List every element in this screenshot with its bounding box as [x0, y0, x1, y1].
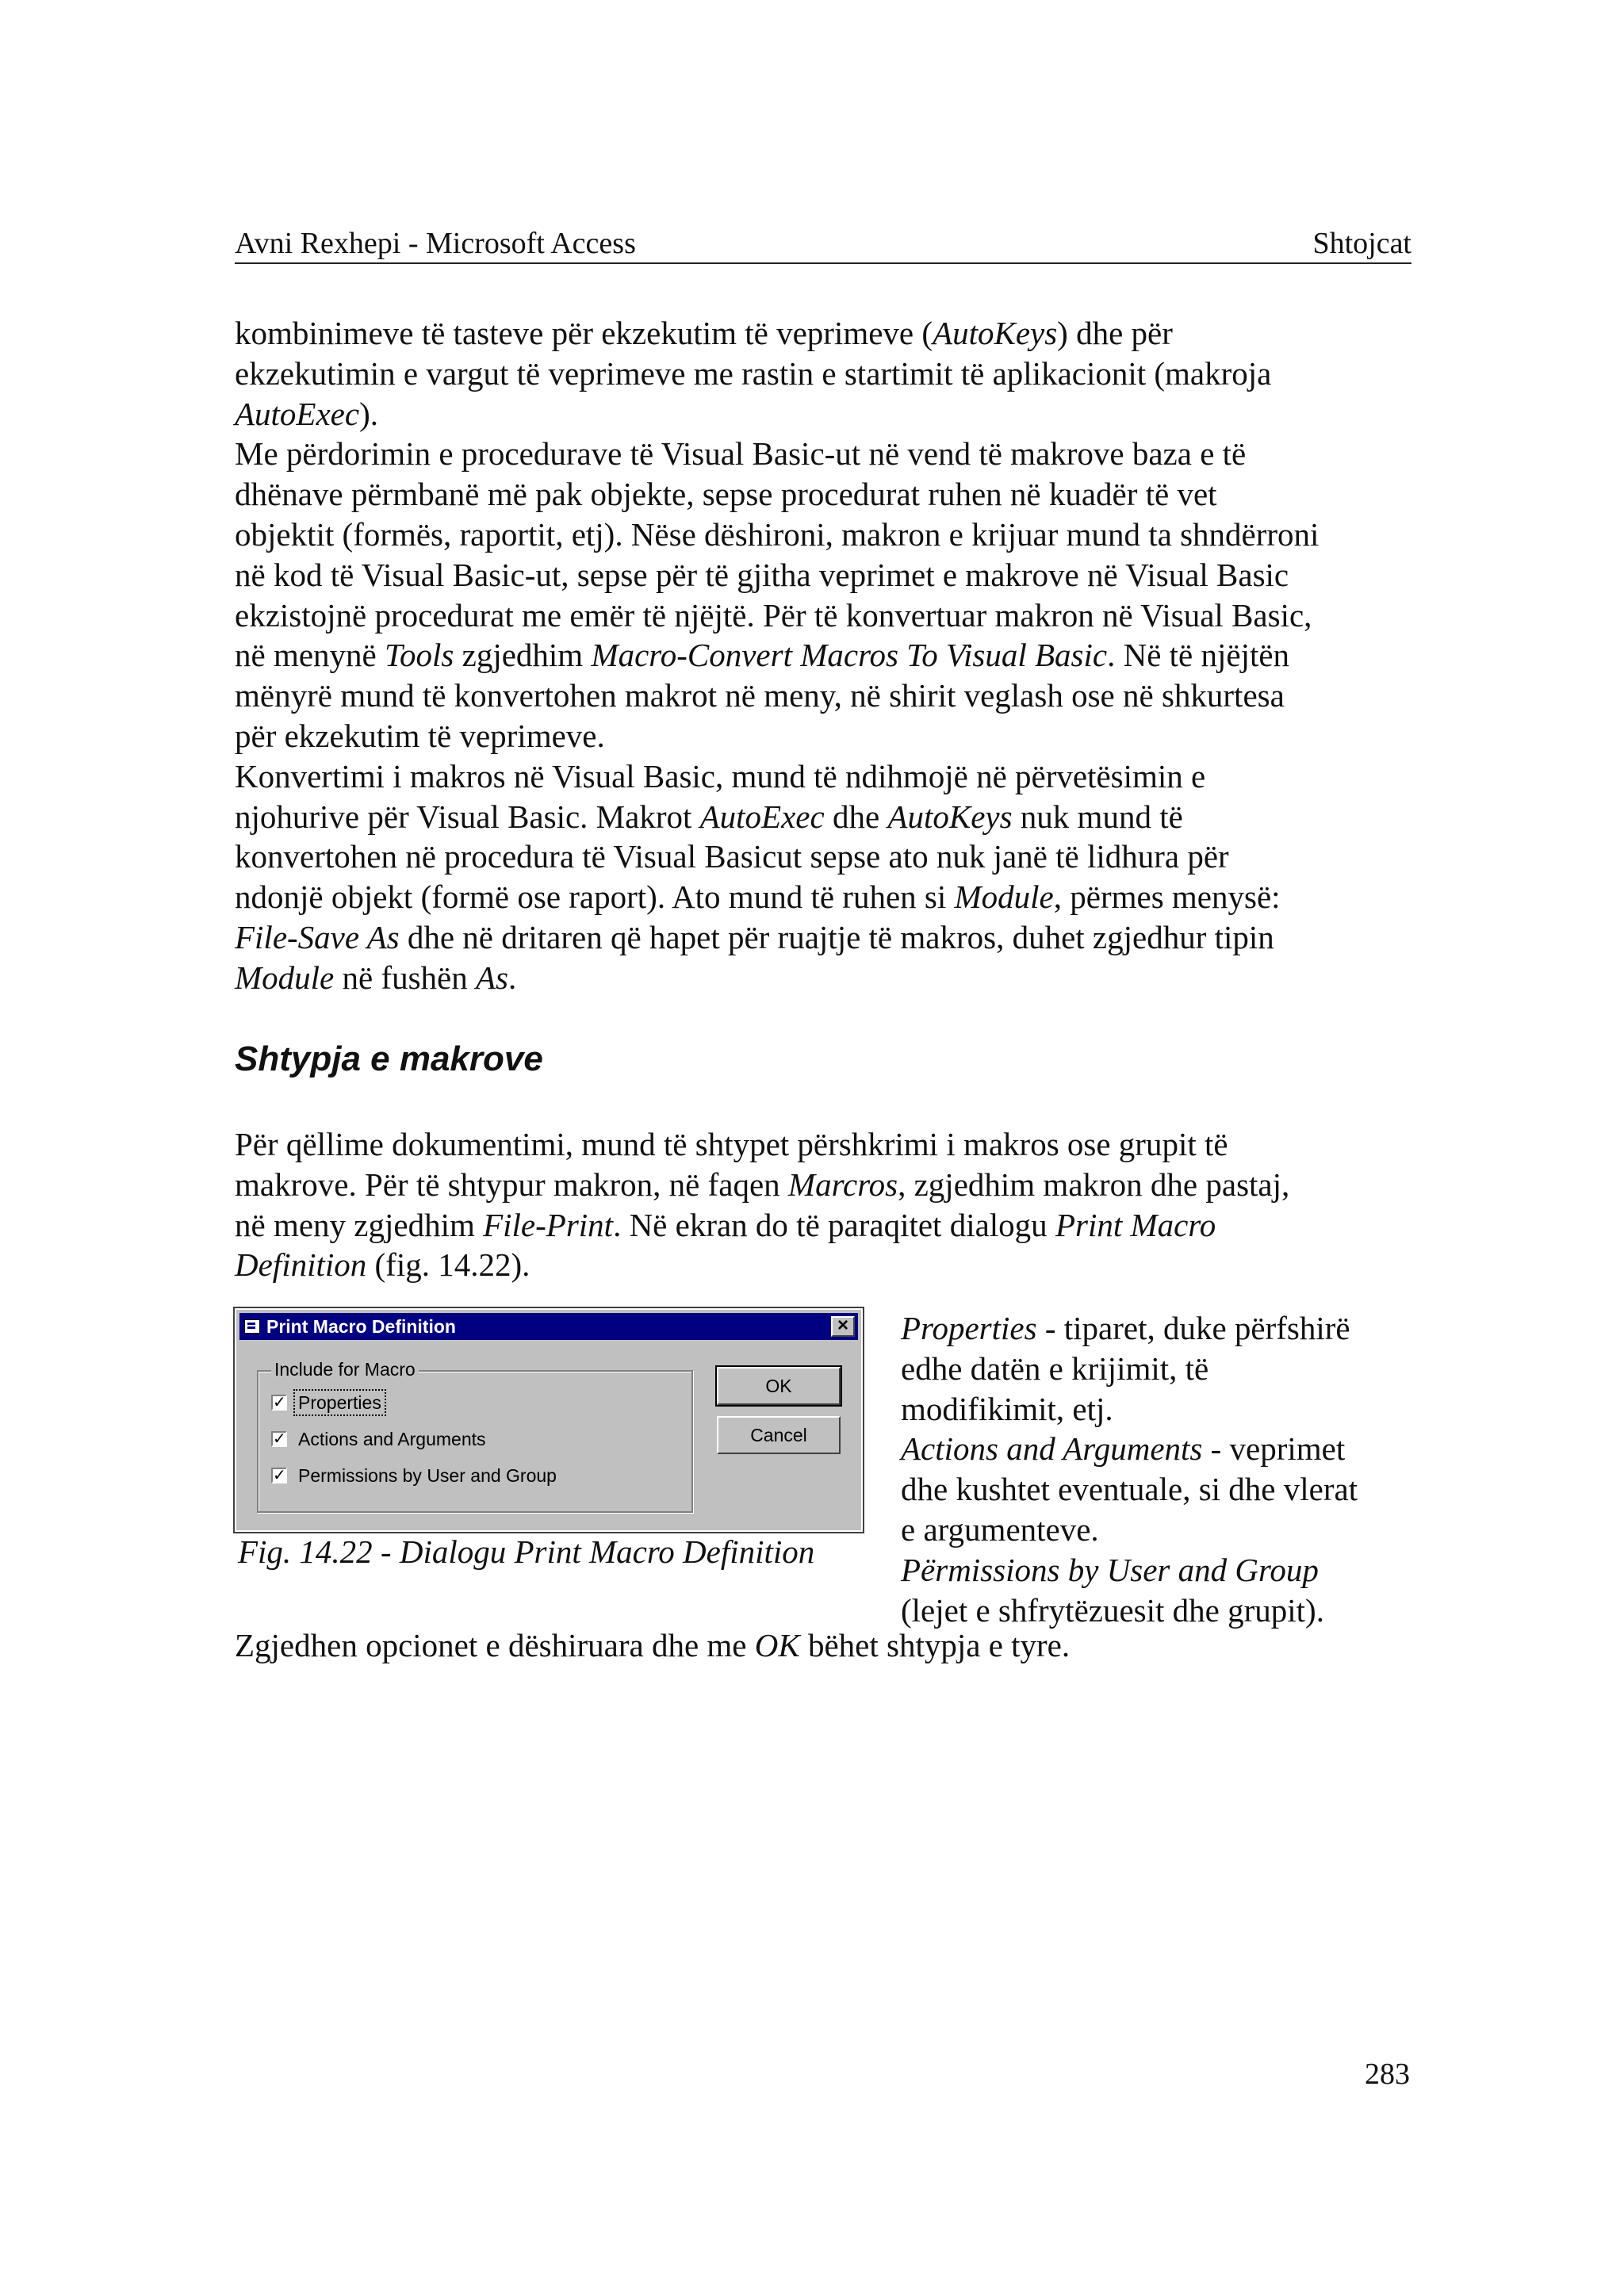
- ok-button[interactable]: OK: [717, 1367, 841, 1405]
- italic-text: Marcros: [787, 1166, 898, 1203]
- text-segment: dhe: [824, 798, 888, 835]
- text-segment: objektit (formës, raportit, etj). Nëse dëshironi, makron e krijuar mund ta shndërroni: [235, 515, 1320, 553]
- text-segment: dhe kushtet eventuale, si dhe vlerat: [901, 1471, 1358, 1508]
- text-line: [235, 917, 1424, 958]
- include-for-macro-group: [257, 1359, 693, 1513]
- text-line: [901, 1389, 1424, 1430]
- text-segment: kombinimeve të tasteve për ekzekutim të veprimeve (: [235, 315, 933, 351]
- text-segment: në menynë: [235, 637, 385, 674]
- text-segment: modifikimit, etj.: [901, 1390, 1113, 1427]
- italic-text: Properties: [901, 1310, 1037, 1346]
- italic-text: As: [476, 959, 509, 996]
- text-line: [235, 474, 1424, 515]
- text-segment: - veprimet: [1202, 1430, 1346, 1468]
- page-number: 283: [1365, 2058, 1410, 2091]
- text-segment: Konvertimi i makros në Visual Basic, mund të ndihmojë në përvetësimin e: [235, 757, 1206, 794]
- italic-text: Print Macro: [1055, 1206, 1216, 1243]
- italic-text: Module: [235, 959, 335, 996]
- italic-text: OK: [754, 1627, 800, 1663]
- header-author-title: Avni Rexhepi - Microsoft Access: [235, 227, 636, 260]
- italic-text: Actions and Arguments: [901, 1430, 1203, 1468]
- text-segment: - tiparet, duke përfshirë: [1036, 1310, 1350, 1346]
- text-segment: ndonjë objekt (formë ose raport). Ato mund të ruhen si: [235, 879, 955, 916]
- close-button[interactable]: ×: [831, 1316, 855, 1337]
- text-segment: zgjedhim: [454, 637, 592, 674]
- text-segment: nuk mund të: [1012, 798, 1183, 835]
- text-segment: Me përdorimin e procedurave të Visual Basic-ut në vend të makrove baza e të: [235, 435, 1247, 473]
- text-segment: (fig. 14.22).: [366, 1246, 530, 1284]
- text-line: [235, 1625, 1424, 1666]
- checkbox-checked-icon[interactable]: ✓: [273, 1467, 286, 1484]
- text-segment: Për qëllime dokumentimi, mund të shtypet përshkrimi i makros ose grupit të: [235, 1126, 1228, 1162]
- dialog-title: Print Macro Definition: [266, 1316, 456, 1337]
- italic-text: File-Print: [483, 1206, 614, 1243]
- italic-text: Definition: [235, 1246, 367, 1284]
- italic-text: File-Save As: [235, 918, 400, 955]
- text-segment: për ekzekutim të veprimeve.: [235, 717, 605, 754]
- text-line: [235, 394, 1424, 434]
- text-line: [235, 797, 1424, 837]
- text-line: [901, 1550, 1424, 1591]
- text-line: [901, 1429, 1424, 1469]
- text-segment: (lejet e shfrytëzuesit dhe grupit).: [901, 1591, 1324, 1629]
- paragraph-macros-convert: [235, 313, 1424, 998]
- text-segment: e argumenteve.: [901, 1510, 1099, 1548]
- text-line: [235, 1205, 1424, 1246]
- text-segment: makrove. Për të shtypur makron, në faqen: [235, 1166, 788, 1203]
- text-segment: dhënave përmbanë më pak objekte, sepse procedurat ruhen në kuadër të vet: [235, 476, 1217, 513]
- text-line: [235, 354, 1424, 394]
- option-descriptions: [901, 1308, 1424, 1630]
- text-segment: dhe në dritaren që hapet për ruajtje të makros, duhet zgjedhur tipin: [399, 918, 1274, 955]
- text-segment: mënyrë mund të konvertohen makrot në meny, në shirit veglash ose në shkurtesa: [235, 677, 1285, 714]
- text-segment: , zgjedhim makron dhe pastaj,: [898, 1166, 1290, 1203]
- running-header: [235, 224, 1411, 264]
- text-line: [235, 716, 1424, 756]
- section-heading: Shtypja e makrove: [235, 1039, 543, 1078]
- text-line: [901, 1349, 1424, 1389]
- paragraph-conclusion: [235, 1625, 1424, 1666]
- text-line: [235, 595, 1424, 636]
- text-line: [901, 1591, 1424, 1631]
- text-line: [235, 1124, 1424, 1165]
- checkbox-checked-icon[interactable]: ✓: [273, 1430, 286, 1448]
- italic-text: Përmissions by User and Group: [901, 1551, 1319, 1588]
- text-line: [235, 555, 1424, 595]
- italic-text: AutoExec: [235, 395, 360, 432]
- text-segment: . Në të njëjtën: [1107, 637, 1290, 674]
- text-segment: Zgjedhen opcionet e dëshiruara dhe me: [235, 1627, 755, 1663]
- text-segment: në fushën: [334, 959, 477, 996]
- header-section: Shtojcat: [1312, 227, 1411, 260]
- italic-text: AutoKeys: [887, 798, 1013, 835]
- text-line: [235, 515, 1424, 555]
- italic-text: AutoExec: [699, 798, 825, 835]
- text-segment: në meny zgjedhim: [235, 1206, 484, 1243]
- text-line: [235, 1245, 1424, 1285]
- text-line: [235, 313, 1424, 354]
- cancel-button[interactable]: Cancel: [717, 1416, 841, 1454]
- text-line: [901, 1510, 1424, 1550]
- text-line: [235, 676, 1424, 716]
- italic-text: Macro-Convert Macros To Visual Basic: [591, 637, 1108, 674]
- text-line: [235, 877, 1424, 917]
- italic-text: Module: [954, 879, 1054, 916]
- text-line: [235, 836, 1424, 877]
- text-segment: . Në ekran do të paraqitet dialogu: [613, 1206, 1055, 1243]
- group-label: Include for Macro: [271, 1359, 419, 1380]
- text-segment: në kod të Visual Basic-ut, sepse për të gjitha veprimet e makrove në Visual Basic: [235, 556, 1289, 593]
- text-line: [235, 756, 1424, 797]
- checkbox-label: Properties: [295, 1391, 385, 1414]
- checkbox-checked-icon[interactable]: ✓: [273, 1394, 286, 1411]
- checkbox-label: Actions and Arguments: [298, 1429, 486, 1449]
- dialog-titlebar: [239, 1313, 858, 1340]
- text-line: [235, 958, 1424, 998]
- dialog-app-icon: [244, 1319, 260, 1334]
- text-segment: , përmes menysë:: [1053, 879, 1281, 916]
- text-segment: konvertohen në procedura të Visual Basicut sepse ato nuk janë të lidhura për: [235, 838, 1229, 875]
- print-macro-definition-dialog: [235, 1308, 863, 1532]
- text-segment: njohurive për Visual Basic. Makrot: [235, 798, 700, 835]
- italic-text: AutoKeys: [933, 315, 1058, 351]
- figure-caption: Fig. 14.22 - Dialogu Print Macro Definition: [238, 1533, 815, 1570]
- text-segment: ekzekutimin e vargut të veprimeve me rastin e startimit të aplikacionit (makroja: [235, 354, 1272, 392]
- text-line: [901, 1308, 1424, 1349]
- text-segment: ) dhe për: [1057, 315, 1173, 351]
- text-line: [235, 1165, 1424, 1205]
- text-segment: ekzistojnë procedurat me emër të njëjtë. Për të konvertuar makron në Visual Basic,: [235, 596, 1312, 634]
- italic-text: Tools: [384, 637, 454, 674]
- text-segment: bëhet shtypja e tyre.: [799, 1627, 1071, 1663]
- text-line: [901, 1469, 1424, 1510]
- text-line: [235, 434, 1424, 474]
- paragraph-printing: [235, 1124, 1424, 1285]
- text-segment: .: [508, 959, 517, 996]
- checkbox-label: Permissions by User and Group: [298, 1465, 557, 1486]
- text-segment: ).: [359, 395, 378, 432]
- text-line: [235, 635, 1424, 676]
- text-segment: edhe datën e krijimit, të: [901, 1349, 1209, 1387]
